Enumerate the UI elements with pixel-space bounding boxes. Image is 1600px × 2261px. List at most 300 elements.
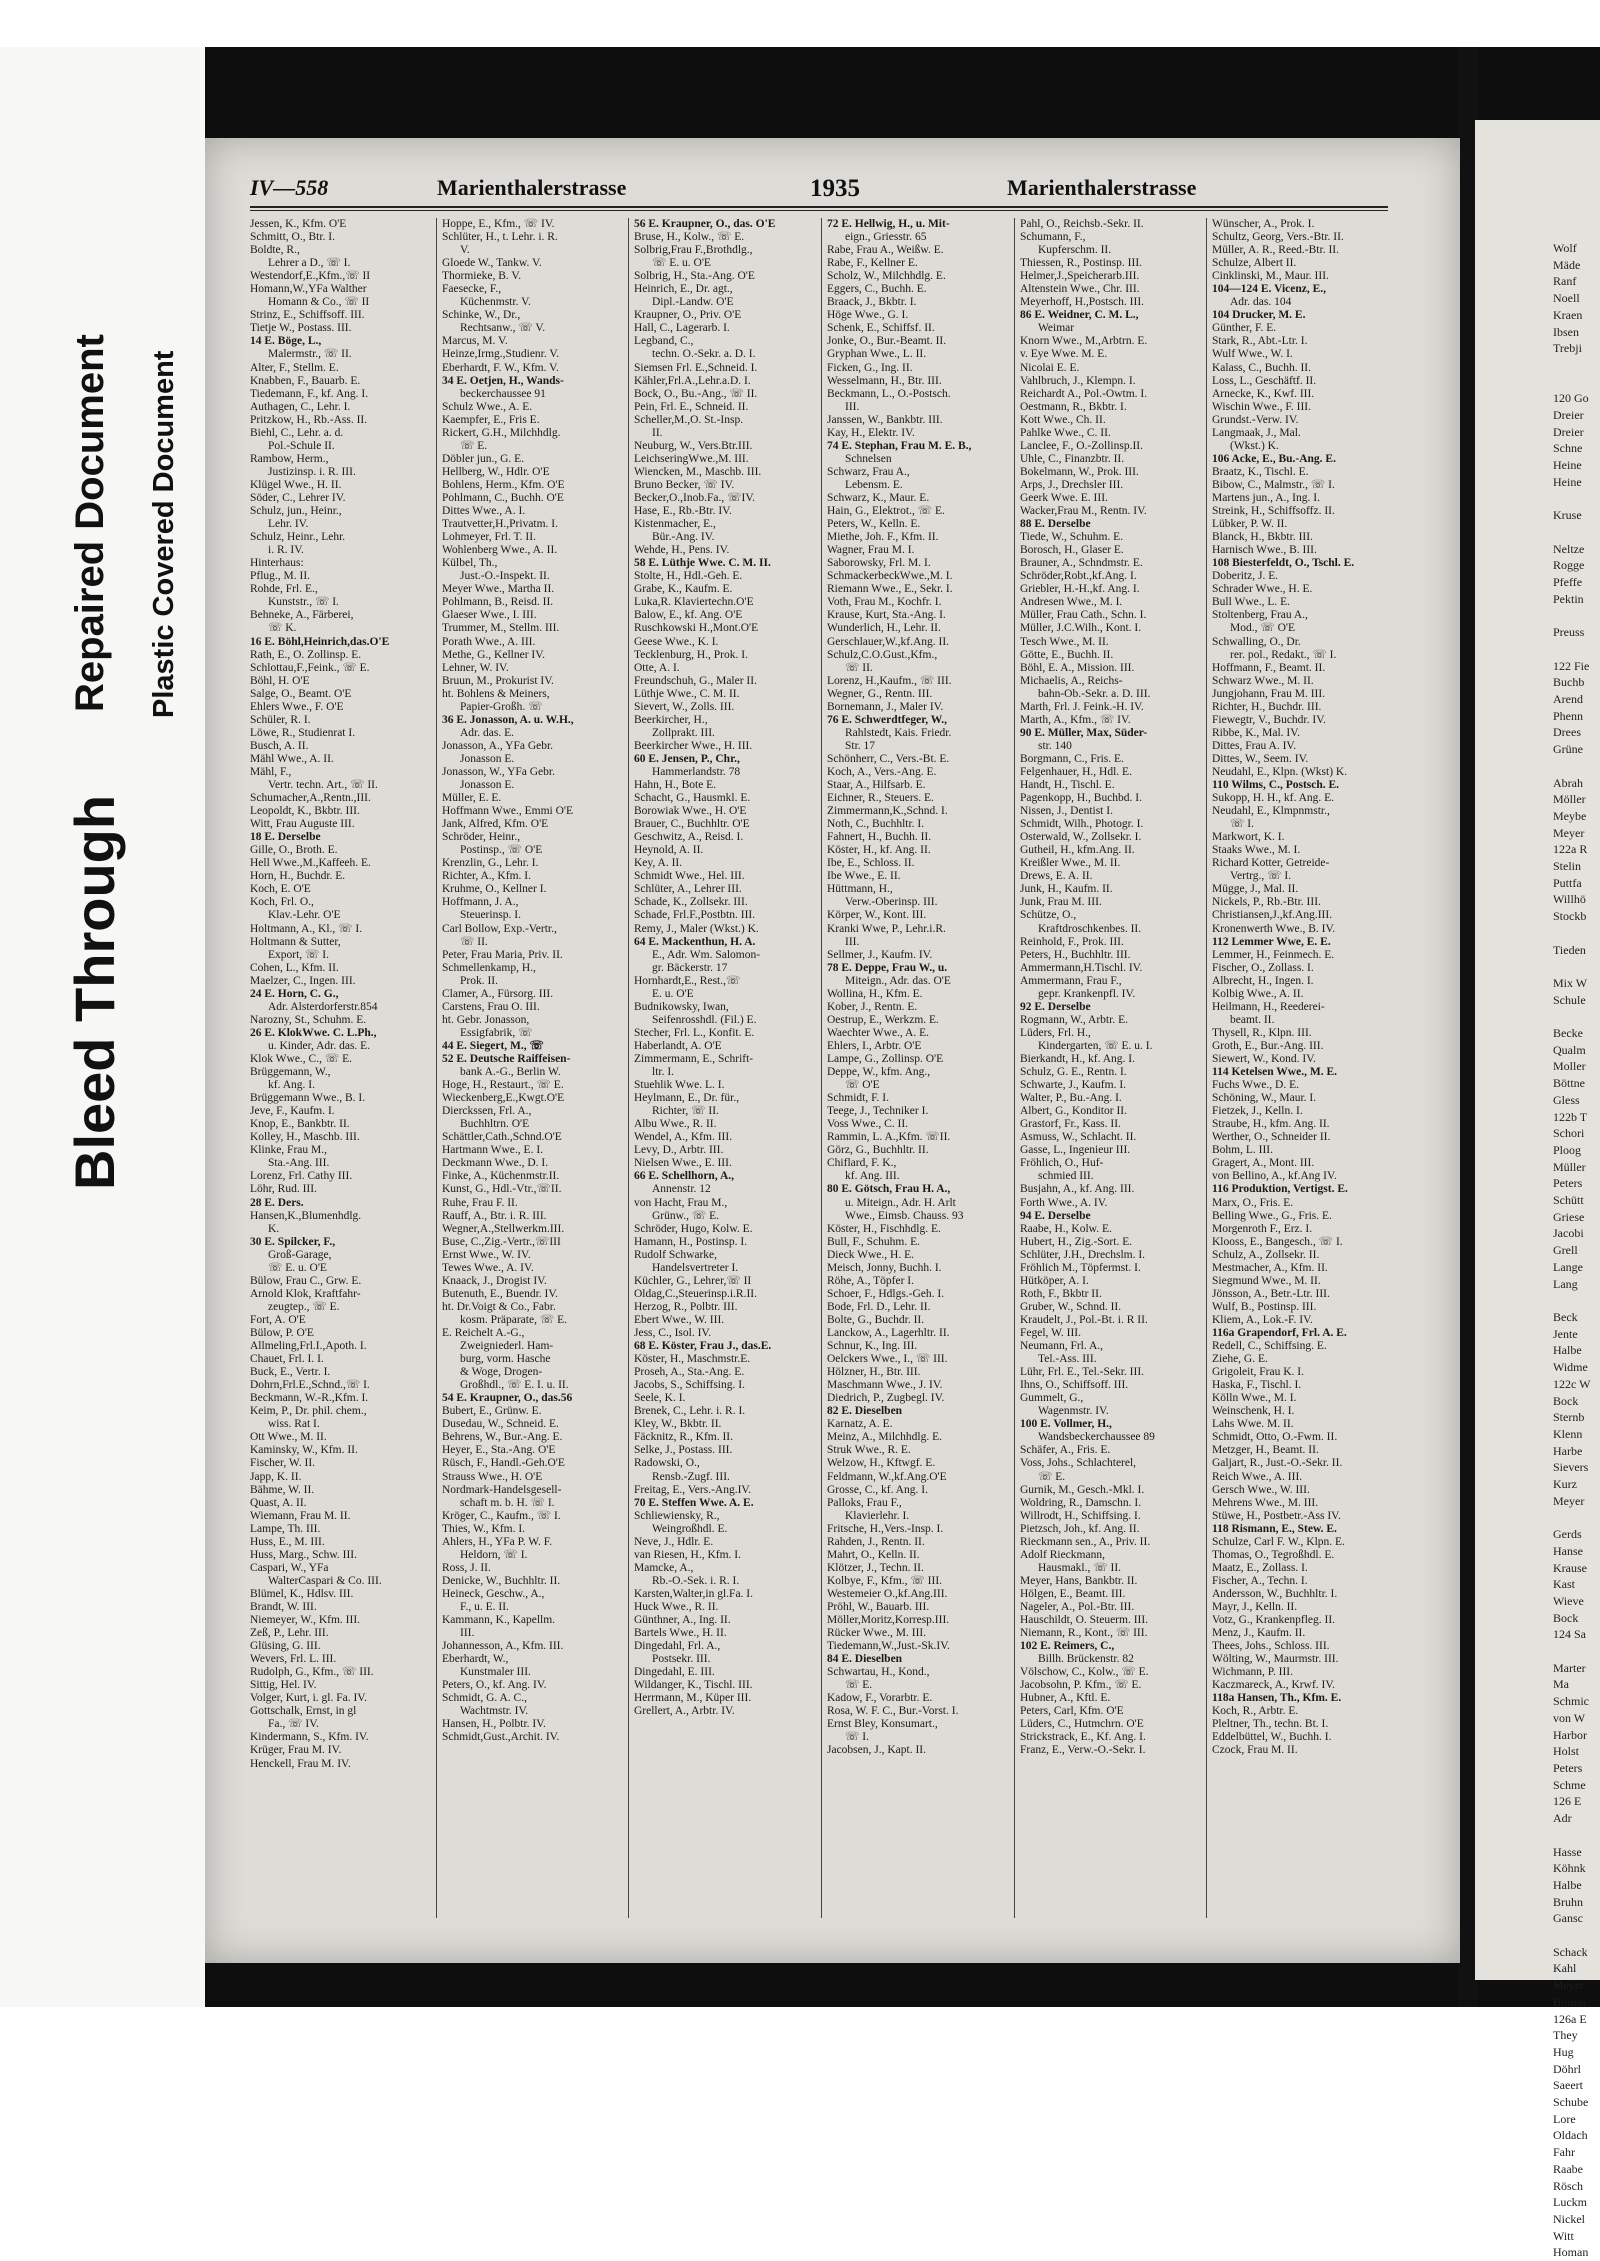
directory-entry: Loss, L., Geschäftf. II.	[1212, 374, 1317, 387]
directory-entry: Asmuss, W., Schlacht. II.	[1020, 1131, 1137, 1144]
page-title-left: Marienthalerstrasse	[437, 175, 627, 200]
facing-page-line: Meyer	[1553, 1493, 1585, 1508]
directory-entry: Marcus, M. V.	[442, 335, 508, 348]
directory-entry: Schmitt, O., Btr. I.	[250, 231, 335, 244]
directory-entry: Ehlers Wwe., F. O'E	[250, 700, 344, 713]
column-divider	[1014, 218, 1015, 1918]
directory-entry: Kolbye, F., Kfm., ☏ III.	[827, 1574, 943, 1587]
directory-entry: beckerchaussee 91	[460, 387, 546, 400]
directory-entry: Schwarz, K., Maur. E.	[827, 491, 930, 504]
directory-entry: Schmidt Wwe., Hel. III.	[634, 870, 745, 883]
directory-entry: Trautvetter,H.,Privatm. I.	[442, 518, 559, 531]
facing-page-line: Adr	[1553, 1811, 1572, 1826]
directory-entry: Streink, H., Schiffsoffz. II.	[1212, 505, 1335, 518]
directory-entry: Heylmann, E., Dr. für.,	[634, 1092, 740, 1105]
directory-entry: Schlüter, H., t. Lehr. i. R.	[442, 231, 558, 244]
directory-entry: Möller,Moritz,Korresp.III.	[827, 1614, 950, 1627]
directory-entry: Narozny, St., Schuhm. E.	[250, 1013, 367, 1026]
facing-page-line: Krause	[1553, 1560, 1587, 1575]
directory-entry: Wehde, H., Pens. IV.	[634, 544, 730, 557]
directory-entry: Köster, H., Maschmstr.E.	[634, 1353, 751, 1366]
directory-entry: Hubert, H., Zig.-Sort. E.	[1020, 1235, 1133, 1248]
directory-entry: Herzog, R., Polbtr. III.	[634, 1300, 738, 1313]
facing-page-line: Becke	[1553, 1026, 1583, 1041]
facing-page-line: Binniu	[1553, 1994, 1586, 2009]
directory-entry: Huck Wwe., R. II.	[634, 1600, 719, 1613]
directory-entry: III.	[845, 935, 860, 948]
directory-entry: Koch, A., Vers.-Ang. E.	[827, 765, 937, 778]
directory-entry: Wieckenberg,E.,Kwgt.O'E	[442, 1092, 565, 1105]
directory-entry: Hamann, H., Postinsp. I.	[634, 1235, 748, 1248]
directory-entry: Tewes Wwe., A. IV.	[442, 1261, 534, 1274]
directory-entry: Saborowsky, Frl. M. I.	[827, 557, 931, 570]
directory-entry: Weingroßhdl. E.	[652, 1522, 728, 1535]
facing-page-line	[1553, 1827, 1600, 1844]
directory-entry: Bruse, H., Kolw., ☏ E.	[634, 231, 745, 244]
directory-entry: Bock, O., Bu.-Ang., ☏ II.	[634, 387, 758, 400]
facing-page-line: Schütt	[1553, 1193, 1584, 1208]
directory-entry: Kranki Wwe, P., Lehr.i.R.	[827, 922, 946, 935]
directory-entry: Wiemann, Frau M. II.	[250, 1509, 351, 1522]
facing-page-line: Preuss	[1553, 625, 1585, 640]
directory-entry: Bornemann, J., Maler IV.	[827, 700, 944, 713]
facing-page-line: Ibsen	[1553, 324, 1579, 339]
directory-entry: Schäfer, A., Fris. E.	[1020, 1444, 1111, 1457]
directory-entry: Luka,R. Klaviertechn.O'E	[634, 596, 754, 609]
directory-entry: rer. pol., Redakt., ☏ I.	[1230, 648, 1337, 661]
directory-entry: Schmidt, Otto, O.-Fwm. II.	[1212, 1431, 1338, 1444]
facing-page-line	[1553, 374, 1600, 391]
directory-entry: Ahlers, H., YFa P. W. F.	[442, 1535, 553, 1548]
directory-entry: Ribbe, K., Mal. IV.	[1212, 726, 1300, 739]
directory-entry: 82 E. Dieselben	[827, 1405, 903, 1418]
directory-entry: Cinklinski, M., Maur. III.	[1212, 270, 1329, 283]
facing-page-line: Buchb	[1553, 675, 1585, 690]
directory-entry: gr. Bäckerstr. 17	[652, 961, 728, 974]
directory-entry: 54 E. Kraupner, O., das.56	[442, 1392, 573, 1405]
directory-entry: Külbel, Th.,	[442, 557, 498, 570]
directory-entry: Felgenhauer, H., Hdl. E.	[1020, 765, 1132, 778]
directory-entry: Wagner, Frau M. I.	[827, 544, 915, 557]
facing-page-line: Dreier	[1553, 424, 1584, 439]
directory-entry: Mamcke, A.,	[634, 1561, 694, 1574]
facing-page-line: Ploog	[1553, 1142, 1582, 1157]
facing-page-line: Hasse	[1553, 1844, 1582, 1859]
directory-entry: Röhe, A., Töpfer I.	[827, 1274, 914, 1287]
directory-entry: Peters, Carl, Kfm. O'E	[1020, 1705, 1124, 1718]
directory-entry: Westendorf,E.,Kfm.,☏ II	[250, 270, 371, 283]
label-bleed-through: Bleed Through	[63, 794, 126, 1190]
directory-entry: Glaeser Wwe., I. III.	[442, 609, 537, 622]
directory-entry: 88 E. Derselbe	[1020, 518, 1091, 531]
directory-entry: Teege, J., Techniker I.	[827, 1105, 929, 1118]
directory-entry: Klügel Wwe., H. II.	[250, 478, 342, 491]
directory-entry: Martens jun., A., Ing. I.	[1212, 491, 1320, 504]
directory-entry: Günther, F. E.	[1212, 322, 1277, 335]
directory-entry: Willrodt, H., Schiffsing. I.	[1020, 1509, 1141, 1522]
directory-entry: Beckmann, W.-R.,Kfm. I.	[250, 1392, 369, 1405]
facing-page-line: Wieve	[1553, 1593, 1584, 1608]
facing-page-line	[1553, 758, 1600, 775]
directory-entry: 108 Biesterfeldt, O., Tschl. E.	[1212, 557, 1355, 570]
directory-entry: Knabben, F., Bauarb. E.	[250, 374, 361, 387]
directory-entry: Legband, C.,	[634, 335, 694, 348]
facing-page-line	[1553, 357, 1600, 374]
directory-entry: eign., Griesstr. 65	[845, 231, 927, 244]
directory-entry: Scheller,M.,O. St.-Insp.	[634, 413, 744, 426]
directory-entry: Karnatz, A. E.	[827, 1418, 893, 1431]
directory-entry: Haberlandt, A. O'E	[634, 1039, 722, 1052]
directory-entry: Werther, O., Schneider II.	[1212, 1131, 1331, 1144]
directory-entry: Maatz, E., Zollass. I.	[1212, 1561, 1308, 1574]
directory-entry: Marx, O., Fris. E.	[1212, 1196, 1294, 1209]
directory-entry: E., Adr. Wm. Salomon-	[652, 948, 761, 961]
directory-entry: Meisch, Jonny, Buchh. I.	[827, 1261, 942, 1274]
directory-entry: Kistenmacher, E.,	[634, 518, 716, 531]
directory-entry: Redell, C., Schiffsing. E.	[1212, 1340, 1327, 1353]
directory-entry: Peters, O., kf. Ang. IV.	[442, 1679, 547, 1692]
facing-page-line	[1553, 641, 1600, 658]
directory-entry: str. 140	[1038, 739, 1072, 752]
directory-entry: 64 E. Mackenthun, H. A.	[634, 935, 756, 948]
directory-entry: Lampe, G., Zollinsp. O'E	[827, 1053, 944, 1065]
directory-entry: Rahden, J., Rentn. II.	[827, 1535, 925, 1548]
facing-page-line: Rösch	[1553, 2178, 1583, 2193]
directory-entry: ltr. I.	[652, 1066, 675, 1079]
directory-entry: gepr. Krankenpfl. IV.	[1038, 987, 1136, 1000]
directory-entry: Schmidt, G. A. C.,	[442, 1692, 527, 1705]
directory-columns	[250, 218, 1388, 1923]
directory-entry: Kindergarten, ☏ E. u. I.	[1038, 1039, 1153, 1052]
directory-entry: Deckmann Wwe., D. I.	[442, 1157, 549, 1170]
directory-entry: Niemann, R., Kont., ☏ III.	[1020, 1627, 1148, 1640]
facing-page-line: Köhnk	[1553, 1861, 1586, 1876]
directory-entry: Holtmann & Sutter,	[250, 935, 341, 948]
directory-entry: Lehr. IV.	[268, 518, 309, 531]
facing-page-line: Kahl	[1553, 1961, 1577, 1976]
directory-entry: Palloks, Frau F.,	[827, 1496, 902, 1509]
directory-entry: Lühr, Frl. E., Tel.-Sekr. III.	[1020, 1366, 1145, 1379]
directory-entry: Albrecht, H., Ingen. I.	[1212, 974, 1314, 987]
facing-page-line: They	[1553, 2028, 1578, 2043]
directory-entry: Wulf, B., Postinsp. III.	[1212, 1300, 1317, 1313]
directory-entry: Kähler,Frl.A.,Lehr.a.D. I.	[634, 374, 751, 387]
directory-entry: Ross, J. II.	[442, 1561, 491, 1574]
directory-entry: Beerkircher, H.,	[634, 713, 708, 726]
directory-entry: Japp, K. II.	[250, 1470, 302, 1483]
directory-entry: Rammin, L. A.,Kfm. ☏II.	[827, 1131, 951, 1144]
directory-entry: v. Eye Wwe. M. E.	[1020, 348, 1108, 361]
directory-entry: Meyer Wwe., Martha II.	[442, 583, 555, 596]
directory-entry: Sievert, W., Zolls. III.	[634, 700, 735, 713]
directory-entry: 44 E. Siegert, M., ☏	[442, 1039, 544, 1052]
directory-entry: ☏ I.	[845, 1731, 869, 1744]
directory-entry: Schröder,Robt.,kf.Ang. I.	[1020, 570, 1137, 583]
directory-entry: Siegmund Wwe., M. II.	[1212, 1274, 1321, 1287]
directory-entry: Witt, Frau Auguste III.	[250, 818, 355, 831]
directory-entry: Groß-Garage,	[268, 1248, 332, 1261]
directory-entry: Lehrer a D., ☏ I.	[268, 257, 351, 270]
directory-entry: Dittes, W., Seem. IV.	[1212, 752, 1309, 765]
directory-entry: Schulze, Albert II.	[1212, 257, 1297, 270]
directory-entry: Bülow, Frau C., Grw. E.	[250, 1274, 362, 1287]
directory-entry: Rechtsanw., ☏ V.	[460, 322, 546, 335]
directory-entry: Fröhlich M., Töpfermst. I.	[1020, 1261, 1141, 1274]
directory-entry: Adr. Alsterdorferstr.854	[268, 1000, 378, 1013]
directory-entry: E. u. O'E	[652, 987, 694, 1000]
page-number: IV—558	[250, 175, 329, 200]
directory-entry: Morgenroth F., Erz. I.	[1212, 1222, 1313, 1235]
directory-entry: Karsten,Walter,in gl.Fa. I.	[634, 1587, 754, 1600]
directory-entry: Porath Wwe., A. III.	[442, 635, 536, 648]
directory-entry: Reichardt A., Pol.-Owtm. I.	[1020, 387, 1148, 400]
directory-entry: Roth, F., Bkbtr II.	[1020, 1287, 1102, 1300]
directory-entry: Hüttmann, H.,	[827, 883, 893, 896]
directory-entry: Schüler, R. I.	[250, 713, 311, 726]
directory-entry: Böhl, E. A., Mission. III.	[1020, 661, 1135, 674]
directory-entry: Fischer, O., Zollass. I.	[1212, 961, 1314, 974]
directory-entry: Ammermann, Frau F.,	[1020, 974, 1122, 987]
directory-entry: Strinz, E., Schiffsoff. III.	[250, 309, 365, 322]
facing-page-line: Wolf	[1553, 241, 1577, 255]
directory-entry: Bähme, W. II.	[250, 1483, 315, 1496]
directory-column-3	[634, 218, 816, 1918]
directory-entry: Arnold Klok, Kraftfahr-	[250, 1287, 361, 1300]
directory-entry: schmied III.	[1038, 1170, 1094, 1183]
directory-entry: Kunststr., ☏ I.	[268, 596, 339, 609]
directory-entry: Heyer, E., Sta.-Ang. O'E	[442, 1444, 556, 1457]
directory-entry: Lampe, Th. III.	[250, 1522, 321, 1535]
directory-entry: Ebert Wwe., W. III.	[634, 1313, 725, 1326]
directory-entry: Schmidt,Gust.,Archit. IV.	[442, 1731, 560, 1744]
directory-entry: Woldring, R., Damschn. I.	[1020, 1496, 1142, 1509]
facing-page-line: Griese	[1553, 1209, 1585, 1224]
directory-entry: Remy, J., Maler (Wkst.) K.	[634, 922, 759, 935]
directory-entry: ☏ K.	[268, 622, 297, 635]
directory-entry: Blanck, H., Bkbtr. III.	[1212, 531, 1313, 544]
directory-entry: Rudolph, G., Kfm., ☏ III.	[250, 1666, 374, 1679]
directory-entry: Richter, H., Buchdr. III.	[1212, 700, 1322, 713]
directory-entry: Pahlke Wwe., C. II.	[1020, 426, 1111, 439]
facing-page-line: Mäde	[1553, 257, 1581, 272]
directory-entry: Albu Wwe., R. II.	[634, 1118, 717, 1131]
directory-entry: Küchenmstr. V.	[460, 296, 531, 309]
facing-page-line: Schme	[1553, 1777, 1586, 1792]
directory-entry: Mod., ☏ O'E	[1230, 622, 1296, 635]
directory-entry: Dieck Wwe., H. E.	[827, 1248, 914, 1261]
directory-entry: Handelsvertreter I.	[652, 1261, 739, 1274]
label-repaired-document: Repaired Document	[68, 334, 112, 712]
directory-entry: Freundschuh, G., Maler II.	[634, 674, 757, 687]
directory-entry: Handt, H., Tischl. E.	[1020, 779, 1115, 792]
directory-entry: Peters, H., Buchhltr. III.	[1020, 948, 1131, 961]
directory-entry: Fegel, W. III.	[1020, 1326, 1082, 1339]
directory-entry: Bierkandt, H., kf. Ang. I.	[1020, 1053, 1135, 1065]
facing-page-line: Stockb	[1553, 909, 1587, 924]
directory-entry: Bolte, G., Buchdr. II.	[827, 1313, 925, 1326]
directory-entry: Grigoleit, Frau K. I.	[1212, 1366, 1304, 1379]
directory-entry: Wollina, H., Kfm. E.	[827, 987, 923, 1000]
directory-entry: Raabe, H., Kolw. E.	[1020, 1222, 1112, 1235]
directory-entry: Andresen Wwe., M. I.	[1020, 596, 1123, 609]
directory-entry: Gutheil, H., kfm.Ang. II.	[1020, 844, 1135, 857]
directory-entry: Horn, H., Buchdr. E.	[250, 870, 346, 883]
directory-entry: Schulz, jun., Heinr.,	[250, 505, 342, 518]
directory-entry: bahn-Ob.-Sekr. a. D. III.	[1038, 687, 1151, 700]
directory-entry: Schnelsen	[845, 452, 892, 465]
facing-page-line: von W	[1553, 1710, 1586, 1725]
directory-entry: Uhle, C., Finanzbtr. II.	[1020, 452, 1125, 465]
directory-entry: Kronenwerth Wwe., B. IV.	[1212, 922, 1336, 935]
directory-entry: Scholz, W., Milchhdlg. E.	[827, 270, 946, 283]
facing-page-line: Puttfa	[1553, 875, 1582, 890]
facing-page-text	[1553, 240, 1600, 2261]
directory-entry: Richter, A., Kfm. I.	[442, 870, 531, 883]
facing-page-line: Widme	[1553, 1360, 1588, 1375]
facing-page-line: Pektin	[1553, 591, 1584, 606]
directory-entry: 68 E. Köster, Frau J., das.E.	[634, 1340, 772, 1353]
directory-entry: Meinz, A., Milchhdlg. E.	[827, 1431, 942, 1444]
directory-entry: Hoffmann, F., Beamt. II.	[1212, 661, 1326, 674]
directory-entry: Müller, A. R., Reed.-Btr. II.	[1212, 244, 1339, 257]
directory-entry: Kaminsky, W., Kfm. II.	[250, 1444, 358, 1457]
directory-entry: Wegner, G., Rentn. III.	[827, 687, 933, 700]
directory-entry: Oldag,C.,Steuerinsp.i.R.II.	[634, 1287, 757, 1300]
directory-entry: Rickert, G.H., Milchhdlg.	[442, 426, 561, 439]
directory-entry: Fahnert, H., Buchh. II.	[827, 831, 932, 844]
directory-entry: Blümel, K., Hdlsv. III.	[250, 1587, 354, 1600]
directory-entry: Hölgen, E., Beamt. III.	[1020, 1587, 1126, 1600]
facing-page-line: Qualm	[1553, 1042, 1586, 1057]
directory-entry: Hubner, A., Kftl. E.	[1020, 1692, 1111, 1705]
facing-page-line: Lang	[1553, 1276, 1578, 1291]
directory-entry: Cohen, L., Kfm. II.	[250, 961, 339, 974]
directory-entry: Jacobs, S., Schiffsing. I.	[634, 1379, 745, 1392]
directory-entry: Rogmann, W., Arbtr. E.	[1020, 1013, 1128, 1026]
facing-page-line: Bock	[1553, 1610, 1579, 1625]
directory-entry: Walter, P., Bu.-Ang. I.	[1020, 1092, 1122, 1105]
directory-entry: Heinrich, E., Dr. agt.,	[634, 283, 733, 296]
directory-entry: Hain, G., Elektrot., ☏ E.	[827, 505, 945, 518]
directory-entry: Sukopp, H. H., kf. Ang. E.	[1212, 792, 1335, 805]
directory-entry: 116a Grapendorf, Frl. A. E.	[1212, 1326, 1347, 1339]
directory-entry: 118 Rismann, E., Stew. E.	[1212, 1522, 1337, 1535]
directory-entry: Eggers, C., Buchh. E.	[827, 283, 927, 296]
facing-page-line: Harbe	[1553, 1443, 1583, 1458]
directory-entry: Zweigniederl. Ham-	[460, 1340, 554, 1353]
directory-entry: 58 E. Lüthje Wwe. C. M. II.	[634, 557, 771, 570]
facing-page-line: Sternb	[1553, 1410, 1585, 1425]
directory-entry: Koch, Frl. O.,	[250, 896, 314, 909]
directory-entry: Prok. II.	[460, 974, 499, 987]
directory-entry: Rath, E., O. Zollinsp. E.	[250, 648, 362, 661]
directory-entry: Gasse, L., Ingenieur III.	[1020, 1144, 1131, 1157]
directory-entry: Schwarte, J., Kaufm. I.	[1020, 1079, 1127, 1092]
directory-entry: Hoffmann, J. A.,	[442, 896, 519, 909]
directory-entry: Helmer,J.,Speicherarb.III.	[1020, 270, 1140, 283]
directory-entry: Schmidt, F. I.	[827, 1092, 890, 1105]
directory-entry: Kalass, C., Buchh. II.	[1212, 361, 1312, 374]
directory-entry: Ibe Wwe., E. II.	[827, 870, 901, 883]
directory-entry: Heineck, Geschw., A.,	[442, 1587, 545, 1600]
directory-entry: Postinsp., ☏ O'E	[460, 844, 543, 857]
directory-entry: Wichmann, P. III.	[1212, 1666, 1293, 1679]
directory-entry: Knaack, J., Drogist IV.	[442, 1274, 547, 1287]
directory-entry: Jonasson E.	[460, 752, 515, 765]
directory-entry: Schättler,Cath.,Schnd.O'E	[442, 1131, 562, 1144]
directory-entry: Kunst, G., Hdl.-Vtr.,☏II.	[442, 1183, 562, 1196]
directory-entry: Jess, C., Isol. IV.	[634, 1326, 712, 1339]
directory-entry: Steuerinsp. I.	[460, 909, 522, 922]
directory-entry: Adr. das. E.	[460, 726, 514, 739]
directory-entry: Grosse, C., kf. Ang. I.	[827, 1483, 928, 1496]
directory-entry: Tiede, W., Schuhm. E.	[1020, 531, 1124, 544]
directory-entry: Mestmacher, A., Kfm. II.	[1212, 1261, 1328, 1274]
directory-entry: Müller, E. E.	[442, 792, 502, 805]
directory-entry: Carl Bollow, Exp.-Vertr.,	[442, 922, 557, 935]
directory-entry: zeugtep., ☏ E.	[268, 1300, 340, 1313]
facing-page-line: 124 Sa	[1553, 1627, 1586, 1642]
directory-entry: Zollprakt. III.	[652, 726, 715, 739]
facing-page-line: Drees	[1553, 725, 1581, 740]
directory-entry: Weinschenk, H. I.	[1212, 1405, 1295, 1418]
directory-entry: Str. 17	[845, 739, 876, 752]
directory-entry: Griebler, H.-H.,kf. Ang. I.	[1020, 583, 1140, 596]
directory-entry: Nicolai E. E.	[1020, 361, 1080, 374]
directory-entry: Döbler jun., G. E.	[442, 452, 525, 465]
directory-entry: Koch, R., Arbtr. E.	[1212, 1705, 1299, 1718]
directory-entry: Pohlmann, C., Buchh. O'E	[442, 491, 564, 504]
directory-entry: Hauschildt, O. Steuerm. III.	[1020, 1614, 1149, 1627]
directory-entry: Wacker,Frau M., Rentn. IV.	[1020, 505, 1147, 518]
directory-entry: Schade, K., Zollsekr. III.	[634, 896, 748, 909]
directory-entry: Hellberg, W., Hdlr. O'E	[442, 465, 550, 478]
facing-page-line: Meybe	[1553, 808, 1587, 823]
column-divider	[821, 218, 822, 1918]
directory-entry: Staaks Wwe., M. I.	[1212, 844, 1301, 857]
directory-entry: Neumann, Frl. A.,	[1020, 1340, 1104, 1353]
directory-entry: Essigfabrik, ☏	[460, 1026, 533, 1039]
directory-entry: Kliem, A., Lok.-F. IV.	[1212, 1313, 1313, 1326]
directory-entry: Herrmann, M., Küper III.	[634, 1692, 752, 1705]
directory-entry: Schumann, F.,	[1020, 231, 1086, 244]
directory-entry: Leopoldt, K., Bkbtr. III.	[250, 805, 360, 818]
facing-page-line: 120 Go	[1553, 391, 1589, 406]
directory-entry: Proseh, A., Sta.-Ang. E.	[634, 1366, 745, 1379]
directory-entry: Geschwitz, A., Reisd. I.	[634, 831, 744, 844]
directory-entry: Kober, J., Rentn. E.	[827, 1000, 918, 1013]
facing-page-line: Jente	[1553, 1326, 1578, 1341]
directory-entry: Klooss, E., Bangesch., ☏ I.	[1212, 1235, 1343, 1248]
directory-entry: Behrens, W., Bur.-Ang. E.	[442, 1431, 563, 1444]
directory-entry: Huss, Marg., Schw. III.	[250, 1548, 358, 1561]
directory-entry: Brüggemann Wwe., B. I.	[250, 1092, 366, 1105]
directory-entry: Schulz,C.O.Gust.,Kfm.,	[827, 648, 938, 661]
directory-entry: ☏ E.	[1038, 1470, 1066, 1483]
directory-entry: Gille, O., Broth. E.	[250, 844, 338, 857]
directory-entry: & Woge, Drogen-	[460, 1366, 543, 1379]
directory-entry: Fischer, W. II.	[250, 1457, 316, 1470]
directory-entry: Schumacher,A.,Rentn.,III.	[250, 792, 371, 805]
directory-entry: Kraupner, O., Priv. O'E	[634, 309, 742, 322]
directory-entry: Seele, K. I.	[634, 1392, 686, 1405]
directory-entry: Holtmann, A., Kl., ☏ I.	[250, 922, 363, 935]
directory-entry: Dusedau, W., Schneid. E.	[442, 1418, 559, 1431]
directory-entry: Mehrens Wwe., M. III.	[1212, 1496, 1319, 1509]
directory-entry: Feldmann, W.,kf.Ang.O'E	[827, 1470, 947, 1483]
directory-entry: Bülow, P. O'E	[250, 1326, 314, 1339]
directory-entry: Kindermann, S., Kfm. IV.	[250, 1731, 369, 1744]
